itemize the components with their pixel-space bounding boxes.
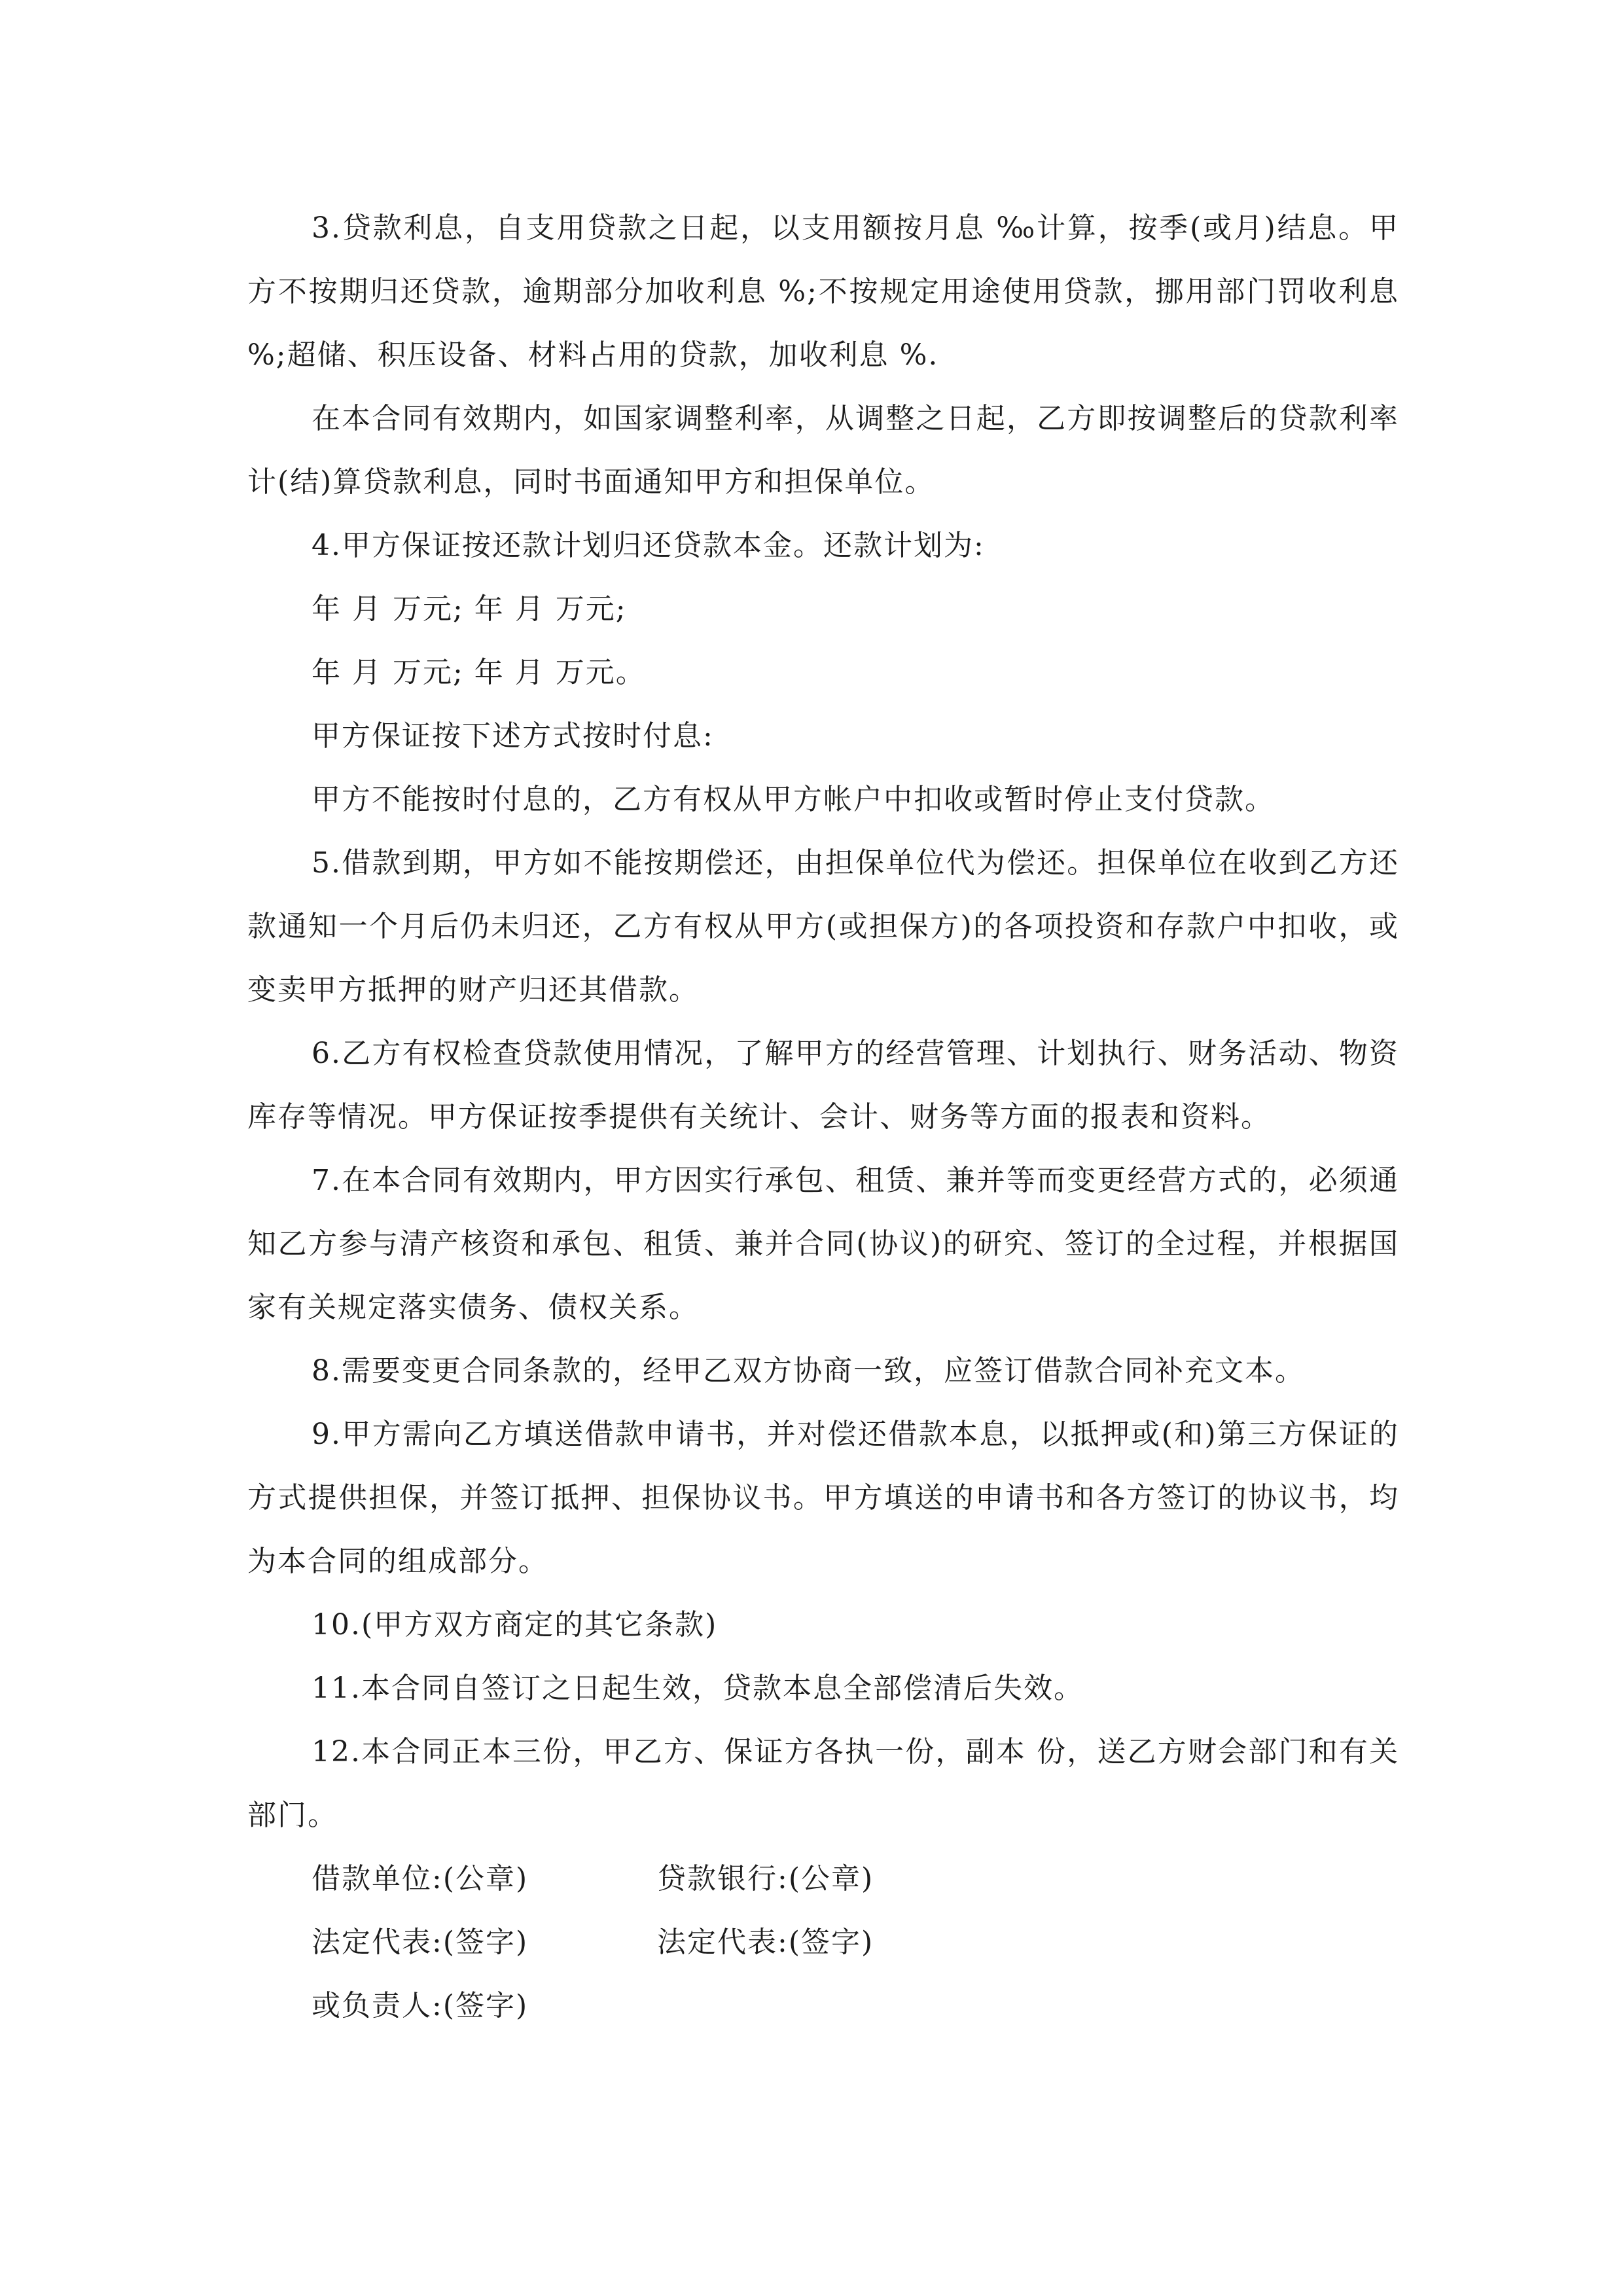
clause-4-repayment: 4.甲方保证按还款计划归还贷款本金。还款计划为: (312, 529, 985, 562)
clause-7-restructuring: 7.在本合同有效期内，甲方因实行承包、租赁、兼并等而变更经营方式的，必须通知乙方参与清产核资和承包、租赁、兼并合同(协议)的研究、签订的全过程，并根据国家有关规定落实债务、债权关系。 (247, 1164, 1399, 1324)
borrower-responsible-person: 或负责人:(签字) (312, 1989, 529, 2022)
signature-row-3 (247, 1974, 1399, 2037)
clause-3-interest: 3.贷款利息，自支用贷款之日起，以支用额按月息 ‰计算，按季(或月)结息。甲方不按期归还贷款，逾期部分加收利息 %;不按规定用途使用贷款，挪用部门罚收利息 %;超储、积压设备、材料占用的贷款，加收利息 %. (247, 211, 1399, 372)
clause-10-other-terms: 10.(甲方双方商定的其它条款) (312, 1608, 718, 1641)
clause-rate-adjustment: 在本合同有效期内，如国家调整利率，从调整之日起，乙方即按调整后的贷款利率计(结)算贷款利息，同时书面通知甲方和担保单位。 (247, 402, 1399, 499)
clause-late-interest: 甲方不能按时付息的，乙方有权从甲方帐户中扣收或暂时停止支付贷款。 (312, 783, 1275, 816)
clause-6-inspection: 6.乙方有权检查贷款使用情况，了解甲方的经营管理、计划执行、财务活动、物资库存等情况。甲方保证按季提供有关统计、会计、财务等方面的报表和资料。 (247, 1037, 1399, 1134)
clause-11-effective: 11.本合同自签订之日起生效，贷款本息全部偿清后失效。 (312, 1672, 1084, 1705)
clause-8-amendment: 8.需要变更合同条款的，经甲乙双方协商一致，应签订借款合同补充文本。 (312, 1354, 1305, 1388)
borrower-legal-rep: 法定代表:(签字) (312, 1926, 529, 1959)
lender-bank-seal: 贷款银行:(公章) (657, 1862, 874, 1895)
signature-row-1 (247, 1847, 1399, 1910)
document-page (247, 196, 1399, 2037)
signature-row-2 (247, 1910, 1399, 1974)
clause-9-guarantee: 9.甲方需向乙方填送借款申请书，并对偿还借款本息，以抵押或(和)第三方保证的方式提供担保，并签订抵押、担保协议书。甲方填送的申请书和各方签订的协议书，均为本合同的组成部分。 (247, 1418, 1399, 1578)
repayment-schedule-line-2: 年 月 万元; 年 月 万元。 (312, 656, 646, 689)
clause-12-copies: 12.本合同正本三份，甲乙方、保证方各执一份，副本 份，送乙方财会部门和有关部门。 (247, 1735, 1399, 1832)
interest-payment-method: 甲方保证按下述方式按时付息: (312, 719, 714, 753)
clause-5-default: 5.借款到期，甲方如不能按期偿还，由担保单位代为偿还。担保单位在收到乙方还款通知一个月后仍未归还，乙方有权从甲方(或担保方)的各项投资和存款户中扣收，或变卖甲方抵押的财产归还其借款。 (247, 846, 1399, 1007)
repayment-schedule-line-1: 年 月 万元; 年 月 万元; (312, 592, 627, 626)
lender-legal-rep: 法定代表:(签字) (657, 1926, 874, 1959)
borrower-seal: 借款单位:(公章) (312, 1862, 529, 1895)
